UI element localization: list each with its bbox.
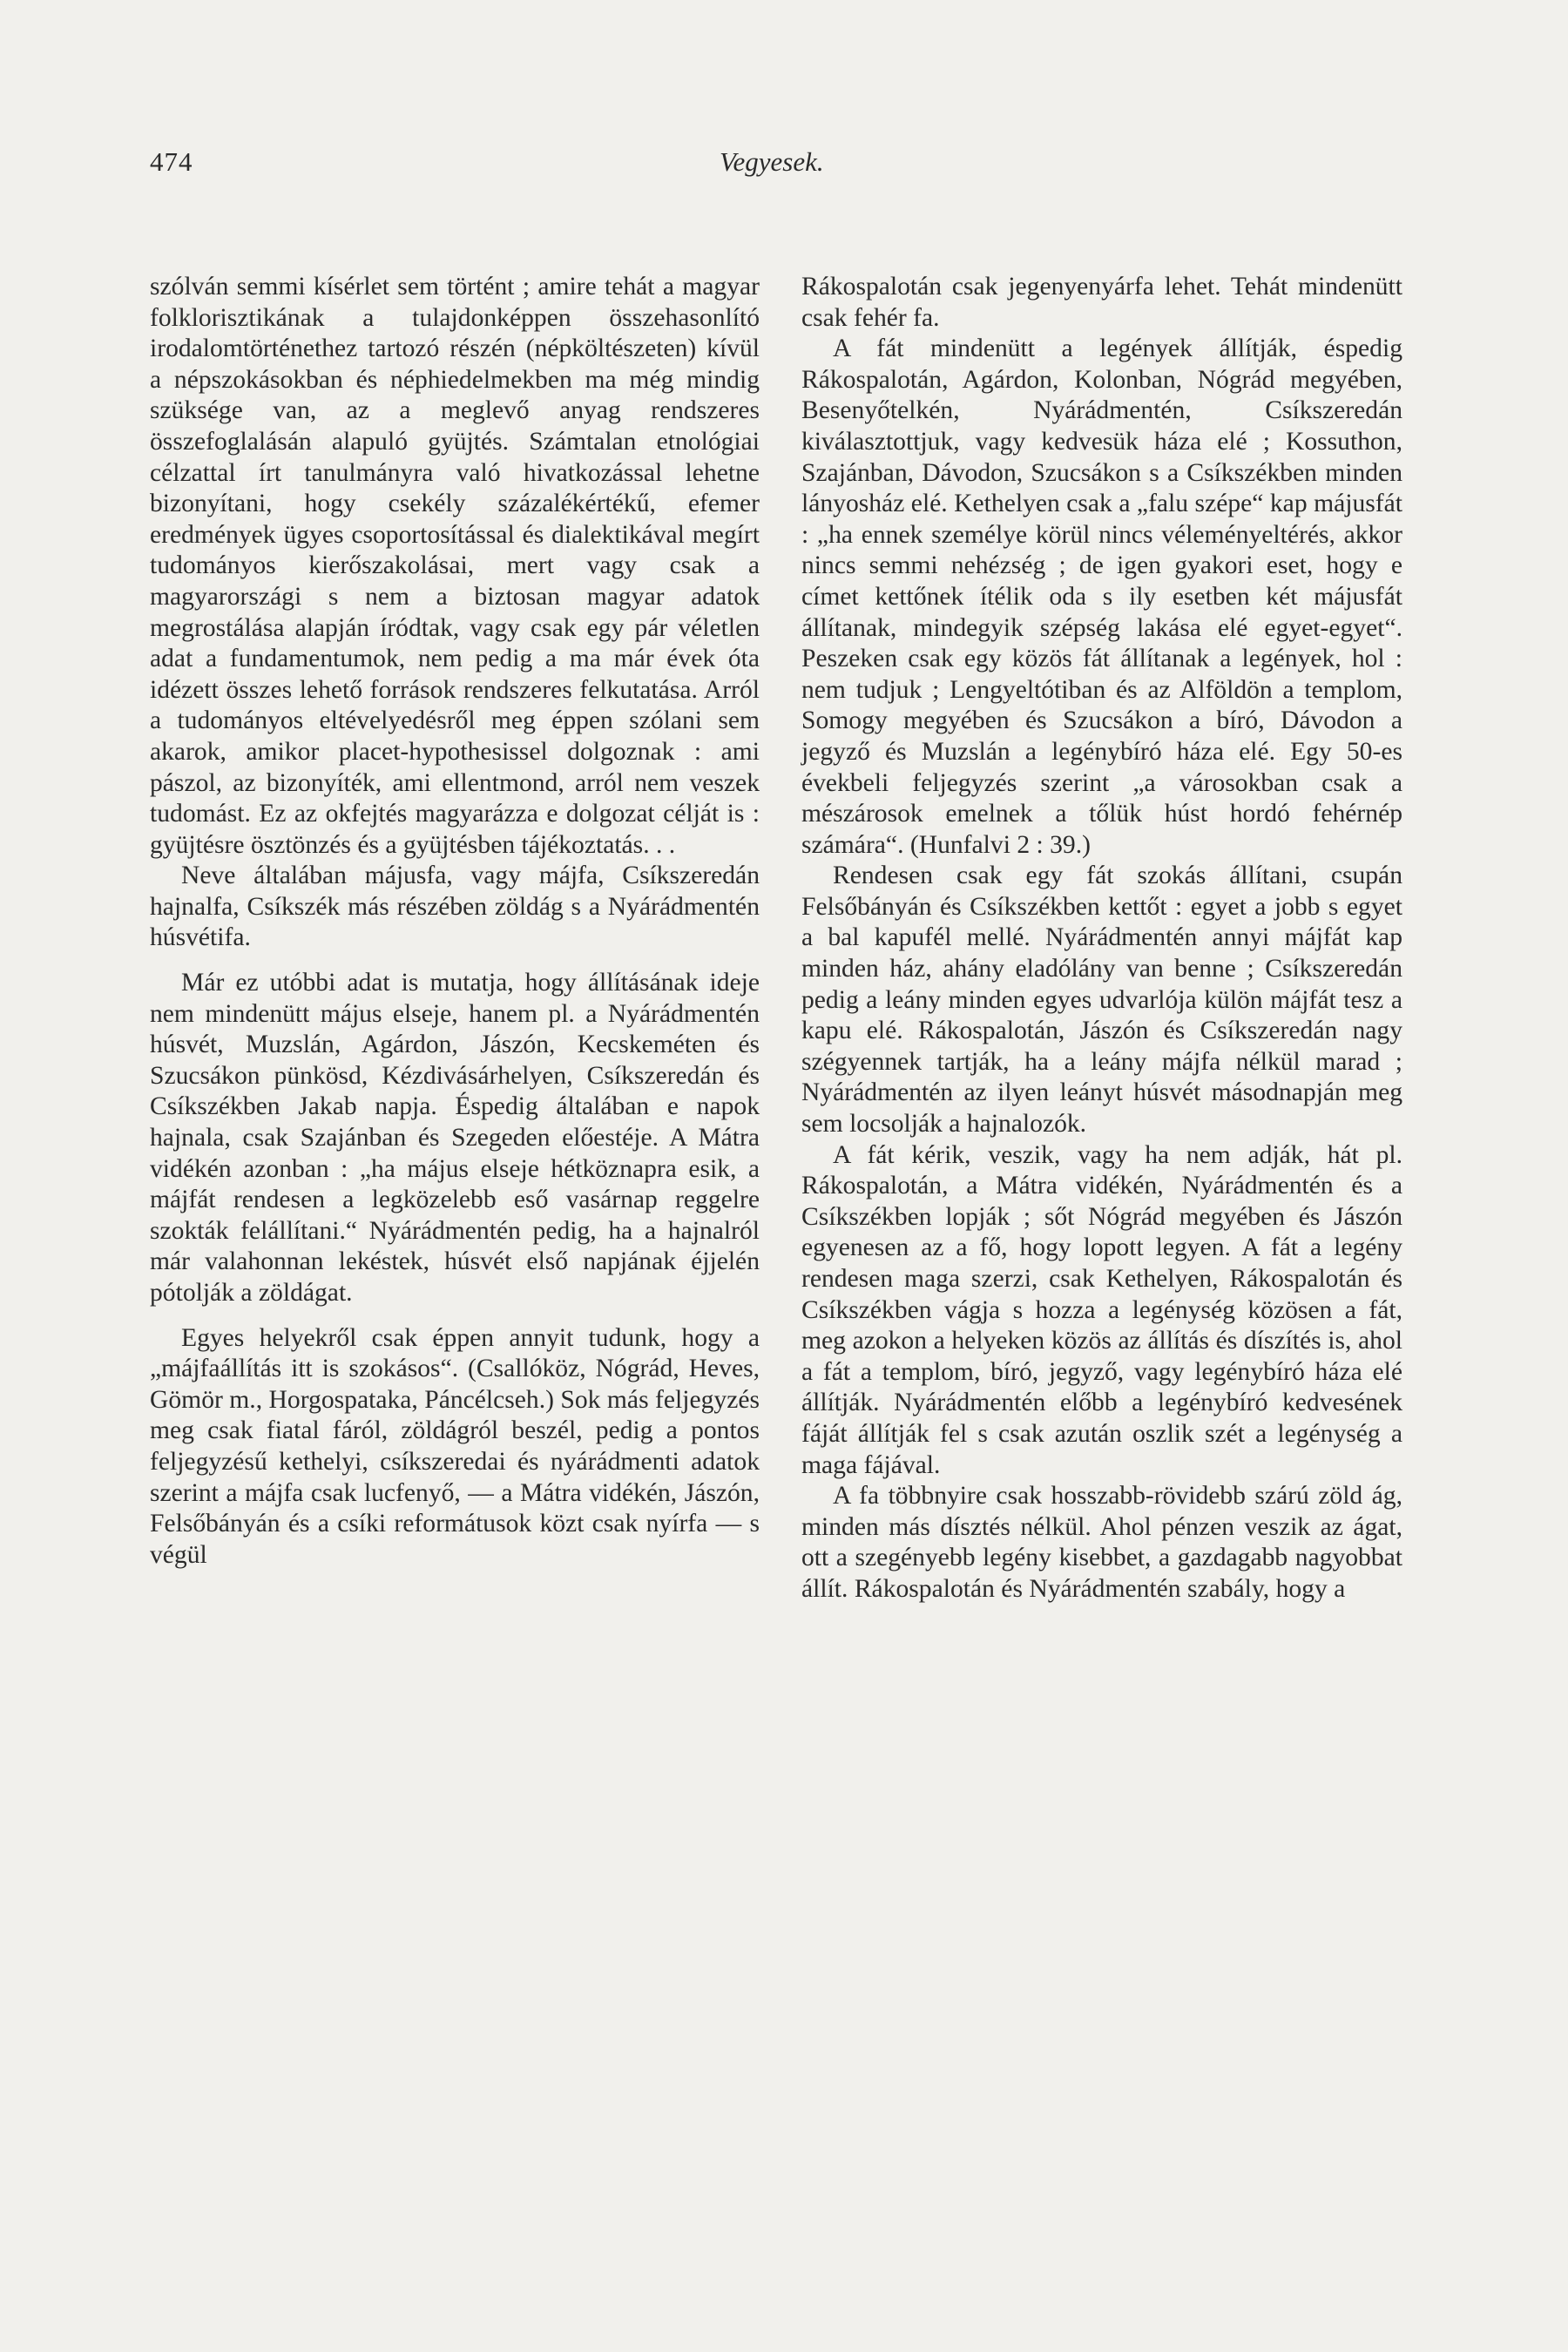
paragraph: A fa többnyire csak hosszabb-rövidebb szárú zöld ág, minden más dísztés nélkül. Ahol pénzen veszik az ágat, ott a szegényebb legény kisebbet, a gazdagabb nagyobbat állít. Rákospalotán és Nyárádmentén szabály, hogy a xyxy=(801,1482,1402,1603)
paragraph: Már ez utóbbi adat is mutatja, hogy állításának ideje nem mindenütt május elseje, hanem pl. a Nyárádmentén húsvét, Muzslán, Agárdon, Jászón, Kecskeméten és Szucsákon pünkösd, Kézdivásárhelyen, Csíkszeredán és Csíkszékben Jakab napja. Éspedig általában e napok hajnala, csak Szajánban és Szegeden előestéje. A Mátra vidékén azonban : „ha május elseje hétköznapra esik, a májfát rendesen a legközelebb eső vasárnap reggelre szokták felállítani.“ Nyárádmentén pedig, ha a hajnalról már valahonnan lekéstek, húsvét első napjának éjjelén pótolják a zöldágat. xyxy=(150,969,760,1307)
paragraph: A fát kérik, veszik, vagy ha nem adják, hát pl. Rákospalotán, a Mátra vidékén, Nyárádmentén és a Csíkszékben lopják ; sőt Nógrád megyében és Jászón egyenesen az a fő, hogy lopott legyen. A fát a legény rendesen maga szerzi, csak Kethelyen, Rákospalotán és Csíkszékben vágja s hozza a legénység közösen a fát, meg azokon a helyeken közös az állítás és díszítés is, ahol a fát a templom, bíró, jegyző, vagy legénybíró háza elé állítják. Nyárádmentén előbb a legénybíró kedvesének fáját állítják fel s csak azután oszlik szét a legénység a maga fájával. xyxy=(801,1140,1402,1479)
paragraph: Egyes helyekről csak éppen annyit tudunk, hogy a „májfaállítás itt is szokásos“. (Csallóköz, Nógrád, Heves, Gömör m., Horgospataka, Páncélcseh.) Sok más feljegyzés meg csak fiatal fáról, zöldágról beszél, pedig a pontos feljegyzésű kethelyi, csíkszeredai és nyárádmenti adatok szerint a májfa csak lucfenyő, — a Mátra vidékén, Jászón, Felsőbányán és a csíki reformátusok közt csak nyírfa — s végül xyxy=(150,1323,760,1569)
running-head xyxy=(150,146,1392,185)
right-column xyxy=(801,272,1402,1605)
paragraph: A fát mindenütt a legények állítják, éspedig Rákospalotán, Agárdon, Kolonban, Nógrád megyében, Besenyőtelkén, Nyárádmentén, Csíkszeredán kiválasztottjuk, vagy kedvesük háza elé ; Kossuthon, Szajánban, Dávodon, Szucsákon s a Csíkszékben minden lányosház elé. Kethelyen csak a „falu szépe“ kap májusfát : „ha ennek személye körül nincs véleményeltérés, akkor nincs semmi nehézség ; de igen gyakori eset, hogy e címet kettőnek ítélik oda s ily esetben két májusfát állítanak, mindegyik szépség lakása elé egyet-egyet“. Peszeken csak egy közös fát állítanak a legények, hol : nem tudjuk ; Lengyeltótiban és az Alföldön a templom, Somogy megyében és Szucsákon a bíró, Dávodon a jegyző és Muzslán a legénybíró háza elé. Egy 50-es évekbeli feljegyzés szerint „a városokban csak a mészárosok emelnek a tőlük húst hordó fehérnép számára“. (Hunfalvi 2 : 39.) xyxy=(801,335,1402,859)
paragraph: Neve általában májusfa, vagy májfa, Csíkszeredán hajnalfa, Csíkszék más részében zöldág s a Nyárádmentén húsvétifa. xyxy=(150,862,760,952)
paragraph: Rákospalotán csak jegenyenyárfa lehet. Tehát mindenütt csak fehér fa. xyxy=(801,273,1402,332)
page-number: 474 xyxy=(150,146,193,177)
section-title: Vegyesek. xyxy=(720,146,824,177)
paragraph: Rendesen csak egy fát szokás állítani, csupán Felsőbányán és Csíkszékben kettőt : egyet a jobb s egyet a bal kapufél mellé. Nyárádmentén annyi májfát kap minden ház, ahány eladólány van benne ; Csíkszeredán pedig a leány minden egyes udvarlója külön májfát tesz a kapu elé. Rákospalotán, Jászón és Csíkszeredán nagy szégyennek tartják, ha a leány májfa nélkül marad ; Nyárádmentén az ilyen leányt húsvét másodnapján meg sem locsolják a hajnalozók. xyxy=(801,862,1402,1139)
left-column xyxy=(150,272,760,1571)
paragraph: szólván semmi kísérlet sem történt ; amire tehát a magyar folklorisztikának a tulajdonképpen összehasonlító irodalomtörténethez tartozó részén (népköltészeten) kívül a népszokásokban és néphiedelmekben ma még mindig szüksége van, az a meglevő anyag rendszeres összefoglalásán alapuló gyüjtés. Számtalan etnológiai célzattal írt tanulmányra való hivatkozással lehetne bizonyítani, hogy csekély százalékértékű, efemer eredmények ügyes csoportosítással és dialektikával megírt tudományos kierőszakolásai, mert vagy csak a magyarországi s nem a biztosan magyar adatok megrostálása alapján íródtak, vagy csak egy pár véletlen adat a fundamentumok, nem pedig a ma már évek óta idézett összes lehető források rendszeres felkutatása. Arról a tudományos eltévelyedésről meg éppen szólani sem akarok, amikor placet-hypothesissel dolgoznak : ami pászol, az bizonyíték, ami ellentmond, arról nem veszek tudomást. Ez az okfejtés magyarázza e dolgozat célját is : gyüjtésre ösztönzés és a gyüjtésben tájékoztatás. . . xyxy=(150,273,760,859)
